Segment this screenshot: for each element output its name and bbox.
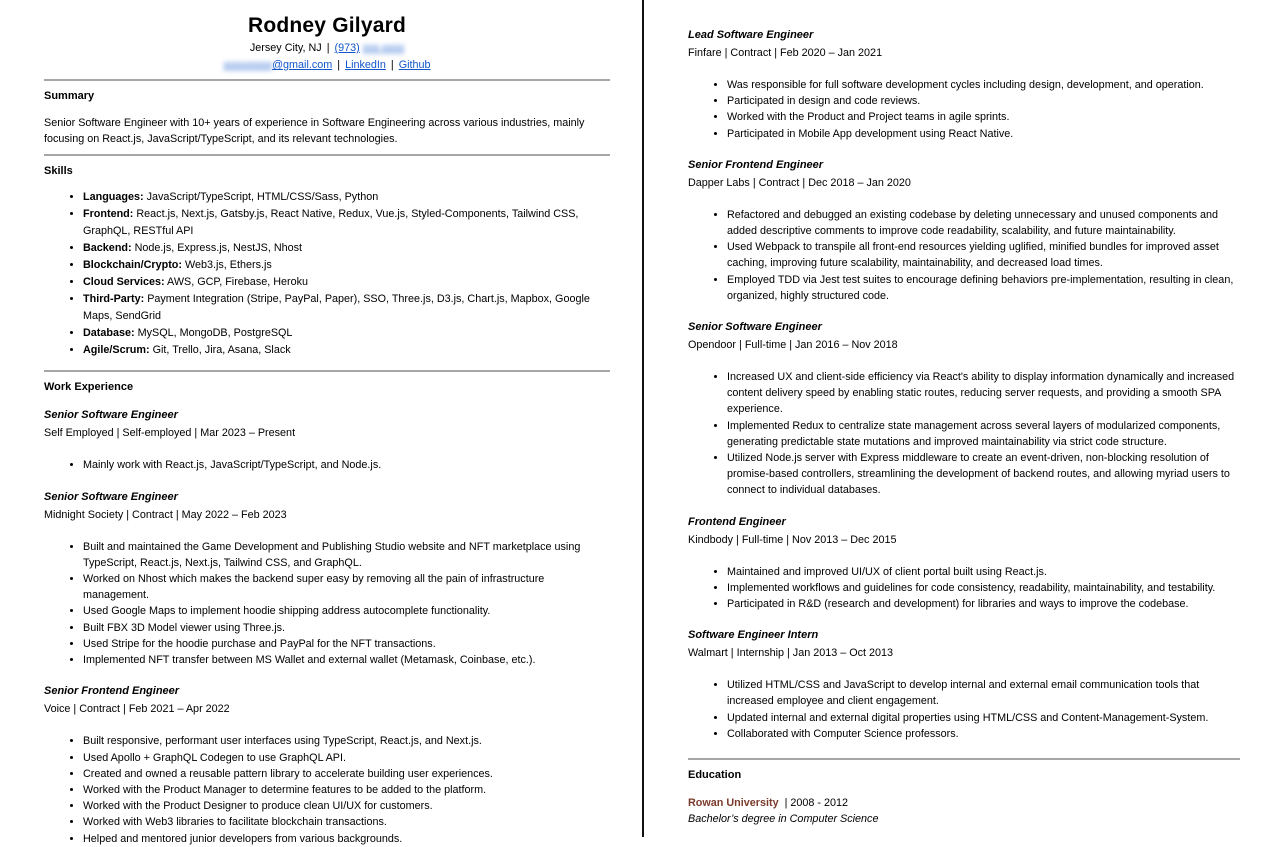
job-bullet: • Built FBX 3D Model viewer using Three.js. [83,620,610,636]
separator-pipe: | [337,59,341,71]
job-meta: Kindbody | Full-time | Nov 2013 – Dec 2015 [688,533,897,546]
contact-line-2 [44,58,610,73]
job-bullet: • Implemented workflows and guidelines for code consistency, readability, maintainability, and testability. [727,580,1240,596]
job-bullet: • Helped and mentored junior developers from various backgrounds. [83,831,610,847]
location-text: Jersey City, NJ [249,42,322,54]
job-title: Senior Software Engineer [44,409,178,422]
job-bullets [688,207,1240,304]
job-meta: Opendoor | Full-time | Jan 2016 – Nov 2018 [688,339,898,352]
job-bullet: • Built and maintained the Game Development and Publishing Studio website and NFT marketplace using TypeScript, React.js, Next.js, Tailwind CSS, and GraphQL. [83,539,610,571]
job-bullet: • Used Webpack to transpile all front-end resources yielding uglified, minified bundles for improved asset caching, improving future scalability, maintainability, and decreased load times. [727,239,1240,271]
job-bullets [688,77,1240,142]
job-bullets [44,457,610,473]
job-bullet: • Worked with Web3 libraries to facilitate blockchain transactions. [83,814,610,830]
email-redacted-blur: xxxxxxxxx [223,59,273,71]
job [688,158,1240,304]
job-bullet: • Worked with the Product and Project teams in agile sprints. [727,109,1240,125]
job-bullets [688,677,1240,742]
section-rule [44,79,610,81]
skill-item [83,325,610,342]
separator-pipe: | [326,42,330,54]
job-title: Senior Frontend Engineer [44,685,180,698]
skill-value: AWS, GCP, Firebase, Heroku [167,275,309,288]
job-bullet: • Employed TDD via Jest test suites to encourage defining behaviors pre-implementation, resulting in clean, organized, highly structured code. [727,272,1240,304]
skill-item [83,240,610,257]
job-title: Software Engineer Intern [688,629,819,642]
skills-list [44,189,610,358]
job-bullet: • Utilized Node.js server with Express middleware to create an event-driven, non-blocking resolution of promise-based controllers, streamlining the development of backend routes, and allowing myriad users to connect to individual databases. [727,450,1240,499]
job-meta: Finfare | Contract | Feb 2020 – Jan 2021 [688,47,883,59]
job-bullet: • Increased UX and client-side efficiency via React's ability to display information dynamically and increased content delivery speed by enabling static routes, reducing server requests, and providing a smooth SPA experience. [727,369,1240,418]
section-rule [44,154,610,156]
job-bullet: • Used Google Maps to implement hoodie shipping address autocomplete functionality. [83,603,610,619]
skill-value: React.js, Next.js, Gatsby.js, React Native, Redux, Vue.js, Styled-Components, Tailwind CSS, GraphQL, RESTful API [83,208,579,238]
job [688,28,1240,142]
job [688,628,1240,742]
skill-label: Agile/Scrum: [83,343,150,356]
skill-value: JavaScript/TypeScript, HTML/CSS/Sass, Python [146,191,379,204]
job-meta: Dapper Labs | Contract | Dec 2018 – Jan 2020 [688,176,911,189]
job-bullet: • Refactored and debugged an existing codebase by deleting unnecessary and unused components and added descriptive comments to improve code readability, scalability, and future maintainability. [727,207,1240,239]
job-bullet: • Used Stripe for the hoodie purchase and PayPal for the NFT transactions. [83,636,610,652]
job-meta: Self Employed | Self-employed | Mar 2023 – Present [44,427,296,440]
skill-label: Database: [83,326,135,339]
jobs-page-1 [44,408,610,846]
job-bullet: • Worked on Nhost which makes the backend super easy by removing all the pain of infrastructure management. [83,571,610,603]
job [688,320,1240,499]
job-bullet: • Utilized HTML/CSS and JavaScript to develop internal and external email communication tools that increased employee and client engagement. [727,677,1240,709]
job-bullets [688,369,1240,499]
skill-item [83,342,610,359]
job-bullet: • Worked with the Product Manager to determine features to be added to the platform. [83,782,610,798]
email-link[interactable]: @gmail.com [272,59,333,71]
skill-label: Backend: [83,242,132,255]
candidate-name: Rodney Gilyard [247,14,406,37]
skill-label: Frontend: [83,208,134,221]
skill-item [83,274,610,291]
education-degree: Bachelor’s degree in Computer Science [688,813,879,826]
job-bullet: • Collaborated with Computer Science professors. [727,726,1240,742]
separator-pipe: | [390,59,394,71]
job [44,408,610,473]
job-bullet: • Maintained and improved UI/UX of client portal built using React.js. [727,564,1240,580]
skill-value: Web3.js, Ethers.js [185,259,272,272]
skill-label: Blockchain/Crypto: [83,259,182,272]
skill-label: Cloud Services: [83,275,165,288]
phone-link[interactable]: (973) [334,42,360,54]
section-title-skills: Skills [44,165,73,178]
job-meta: Walmart | Internship | Jan 2013 – Oct 2013 [688,647,894,660]
job-bullets [688,564,1240,613]
job-title: Senior Frontend Engineer [688,158,824,171]
resume-page-2 [688,0,1240,827]
section-title-education: Education [688,769,742,782]
job-bullet: • Participated in R&D (research and development) for libraries and ways to improve the codebase. [727,596,1240,612]
job-bullet: • Created and owned a reusable pattern library to accelerate building user experiences. [83,766,610,782]
job-bullet: • Worked with the Product Designer to produce clean UI/UX for customers. [83,798,610,814]
phone-redacted-blur: xxx-xxxx [362,42,405,54]
section-title-summary: Summary [44,90,95,102]
job-bullets [44,539,610,669]
skill-value: Payment Integration (Stripe, PayPal, Paper), SSO, Three.js, D3.js, Chart.js, Mapbox, Google Maps, SendGrid [83,292,590,322]
job-title: Lead Software Engineer [688,29,814,41]
education-school-line [688,796,1240,811]
contact-line-1 [44,41,610,56]
job-bullet: • Used Apollo + GraphQL Codegen to use GraphQL API. [83,750,610,766]
job-bullet: • Implemented Redux to centralize state management across several layers of modularized components, generating predictable state mutations and improved maintainability via strict code structure. [727,418,1240,450]
job-title: Senior Software Engineer [688,321,822,334]
page-divider [642,0,644,837]
section-rule [44,370,610,372]
job-bullet: • Mainly work with React.js, JavaScript/TypeScript, and Node.js. [83,457,610,473]
education-school: Rowan University [688,797,779,810]
skill-item [83,189,610,206]
skill-item [83,257,610,274]
skill-label: Languages: [83,191,144,204]
job-bullet: • Updated internal and external digital properties using HTML/CSS and Content-Management-System. [727,710,1240,726]
job-meta: Midnight Society | Contract | May 2022 – Feb 2023 [44,508,287,521]
linkedin-link[interactable]: LinkedIn [345,59,386,71]
job-title: Senior Software Engineer [44,490,178,503]
job-title: Frontend Engineer [688,515,786,528]
section-title-work-experience: Work Experience [44,381,134,394]
education-years: | 2008 - 2012 [784,797,849,810]
skill-value: Node.js, Express.js, NestJS, Nhost [134,242,303,255]
job [44,684,610,846]
job-bullet: • Participated in Mobile App development using React Native. [727,126,1240,142]
skill-item [83,206,610,240]
resume-page-1 [44,0,610,847]
job [44,490,610,669]
job-bullet: • Participated in design and code reviews. [727,93,1240,109]
section-rule [688,758,1240,760]
skill-value: MySQL, MongoDB, PostgreSQL [137,326,293,339]
job-meta: Voice | Contract | Feb 2021 – Apr 2022 [44,703,230,716]
job-bullet: • Was responsible for full software development cycles including design, development, and operation. [727,77,1240,93]
job-bullets [44,733,610,846]
jobs-page-2 [688,28,1240,742]
skill-value: Git, Trello, Jira, Asana, Slack [152,343,291,356]
skill-label: Third-Party: [83,292,145,305]
job-bullet: • Implemented NFT transfer between MS Wallet and external wallet (Metamask, Coinbase, etc.). [83,652,610,668]
github-link[interactable]: Github [398,59,431,71]
skill-item [83,291,610,325]
job [688,515,1240,613]
summary-text: Senior Software Engineer with 10+ years of experience in Software Engineering across various industries, mainly focusing on React.js, JavaScript/TypeScript, and its relevant technologies. [44,117,585,146]
job-bullet: • Built responsive, performant user interfaces using TypeScript, React.js, and Next.js. [83,733,610,749]
